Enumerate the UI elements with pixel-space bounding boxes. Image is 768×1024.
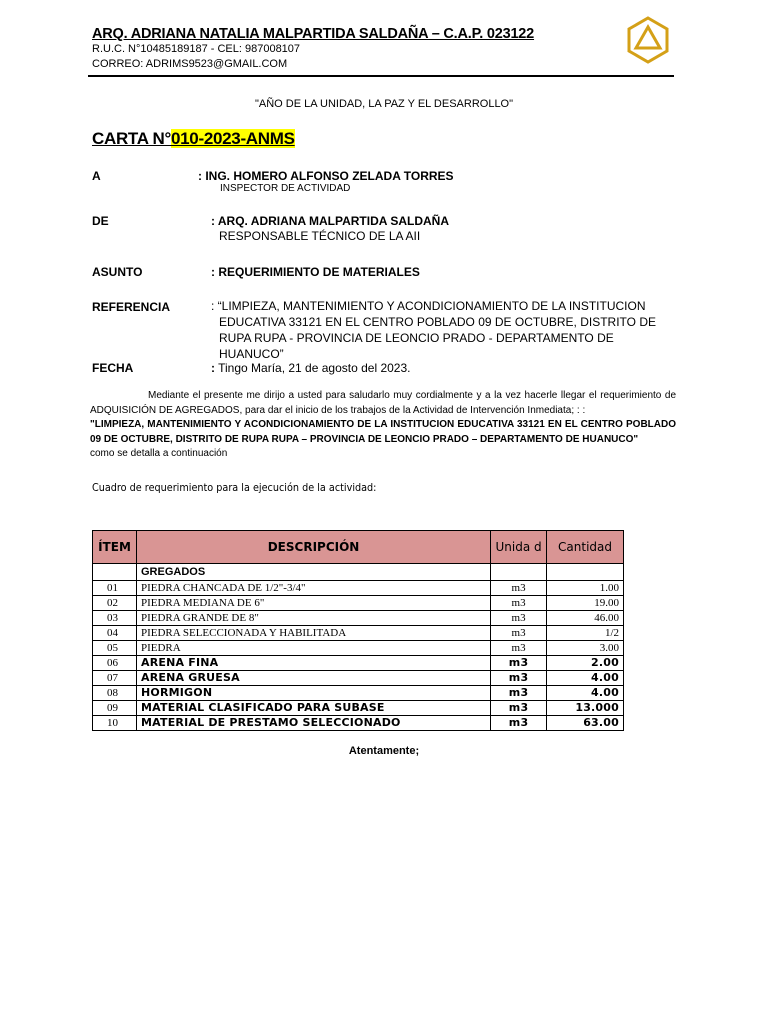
table-row bbox=[93, 701, 624, 716]
col-unit-header: Unida d bbox=[491, 531, 547, 564]
reference-label: REFERENCIA bbox=[92, 300, 171, 314]
item-cell: 04 bbox=[93, 626, 137, 641]
group-item-cell bbox=[93, 564, 137, 581]
quantity-cell: 19.00 bbox=[547, 596, 624, 611]
triangle-in-hexagon-logo bbox=[626, 16, 670, 64]
item-cell: 09 bbox=[93, 701, 137, 716]
requirements-table bbox=[92, 530, 624, 731]
col-quantity-header: Cantidad bbox=[547, 531, 624, 564]
letter-title bbox=[92, 129, 295, 149]
unit-cell: m3 bbox=[491, 641, 547, 656]
body-paragraph-bold: "LIMPIEZA, MANTENIMIENTO Y ACONDICIONAMIENTO DE LA INSTITUCION EDUCATIVA 33121 EN EL CENTRO POBLADO 09 DE OCTUBRE, DISTRITO DE RUPA RUPA – PROVINCIA DE LEONCIO PRADO – DEPARTAMENTO DE HUANUCO" bbox=[90, 419, 676, 445]
header-divider bbox=[88, 75, 674, 77]
item-cell: 08 bbox=[93, 686, 137, 701]
table-row bbox=[93, 716, 624, 731]
col-item-header: ÍTEM bbox=[93, 531, 137, 564]
table-caption: Cuadro de requerimiento para la ejecución de la actividad: bbox=[92, 482, 377, 494]
item-cell: 10 bbox=[93, 716, 137, 731]
from-label: DE bbox=[92, 214, 109, 228]
item-cell: 05 bbox=[93, 641, 137, 656]
quantity-cell: 1/2 bbox=[547, 626, 624, 641]
description-cell: PIEDRA SELECCIONADA Y HABILITADA bbox=[136, 626, 490, 641]
date-value bbox=[211, 361, 410, 375]
table-row bbox=[93, 686, 624, 701]
quantity-cell: 4.00 bbox=[547, 686, 624, 701]
from-value: : ARQ. ADRIANA MALPARTIDA SALDAÑA bbox=[211, 214, 449, 228]
unit-cell: m3 bbox=[491, 686, 547, 701]
description-cell: MATERIAL CLASIFICADO PARA SUBASE bbox=[136, 701, 490, 716]
group-unit-cell bbox=[491, 564, 547, 581]
date-label: FECHA bbox=[92, 361, 134, 375]
unit-cell: m3 bbox=[491, 701, 547, 716]
table-row bbox=[93, 596, 624, 611]
reference-line-1: : “LIMPIEZA, MANTENIMIENTO Y ACONDICIONAMIENTO DE LA INSTITUCION bbox=[211, 299, 646, 313]
date-colon: : bbox=[211, 361, 215, 375]
year-motto: "AÑO DE LA UNIDAD, LA PAZ Y EL DESARROLLO" bbox=[254, 98, 514, 110]
unit-cell: m3 bbox=[491, 671, 547, 686]
table-row bbox=[93, 581, 624, 596]
group-label: GREGADOS bbox=[136, 564, 490, 581]
letter-prefix: CARTA N° bbox=[92, 129, 171, 148]
letter-body bbox=[90, 389, 676, 462]
item-cell: 07 bbox=[93, 671, 137, 686]
unit-cell: m3 bbox=[491, 581, 547, 596]
item-cell: 03 bbox=[93, 611, 137, 626]
table-row bbox=[93, 671, 624, 686]
description-cell: PIEDRA MEDIANA DE 6" bbox=[136, 596, 490, 611]
quantity-cell: 46.00 bbox=[547, 611, 624, 626]
unit-cell: m3 bbox=[491, 611, 547, 626]
table-row bbox=[93, 656, 624, 671]
body-paragraph-2: como se detalla a continuación bbox=[90, 448, 228, 459]
body-paragraph-1: Mediante el presente me dirijo a usted para saludarlo muy cordialmente y a la vez hacerle llegar el requerimiento de ADQUISICIÓN DE AGREGADOS, para dar el inicio de los trabajos de la Actividad de Intervención Inmediata; : : bbox=[90, 390, 676, 416]
letter-number: 010-2023-ANMS bbox=[171, 129, 295, 148]
group-quantity-cell bbox=[547, 564, 624, 581]
table-header-row bbox=[93, 531, 624, 564]
ruc-line: R.U.C. N°10485189187 - CEL: 987008107 bbox=[92, 43, 301, 55]
description-cell: PIEDRA CHANCADA DE 1/2"-3/4" bbox=[136, 581, 490, 596]
quantity-cell: 4.00 bbox=[547, 671, 624, 686]
unit-cell: m3 bbox=[491, 596, 547, 611]
table-row bbox=[93, 626, 624, 641]
from-role: RESPONSABLE TÉCNICO DE LA AII bbox=[219, 229, 421, 243]
quantity-cell: 2.00 bbox=[547, 656, 624, 671]
to-value: : ING. HOMERO ALFONSO ZELADA TORRES bbox=[198, 169, 454, 183]
description-cell: HORMIGON bbox=[136, 686, 490, 701]
table-row bbox=[93, 611, 624, 626]
to-role: INSPECTOR DE ACTIVIDAD bbox=[220, 183, 351, 194]
description-cell: MATERIAL DE PRESTAMO SELECCIONADO bbox=[136, 716, 490, 731]
reference-line-2: EDUCATIVA 33121 EN EL CENTRO POBLADO 09 DE OCTUBRE, DISTRITO DE bbox=[219, 315, 657, 329]
closing: Atentamente; bbox=[348, 745, 420, 757]
item-cell: 06 bbox=[93, 656, 137, 671]
quantity-cell: 13.000 bbox=[547, 701, 624, 716]
item-cell: 02 bbox=[93, 596, 137, 611]
description-cell: PIEDRA GRANDE DE 8" bbox=[136, 611, 490, 626]
item-cell: 01 bbox=[93, 581, 137, 596]
unit-cell: m3 bbox=[491, 716, 547, 731]
email-line: CORREO: ADRIMS9523@GMAIL.COM bbox=[92, 58, 288, 70]
unit-cell: m3 bbox=[491, 626, 547, 641]
table-group-row bbox=[93, 564, 624, 581]
subject-value: : REQUERIMIENTO DE MATERIALES bbox=[211, 265, 420, 279]
author-name-heading: ARQ. ADRIANA NATALIA MALPARTIDA SALDAÑA – C.A.P. 023122 bbox=[92, 26, 535, 42]
description-cell: ARENA FINA bbox=[136, 656, 490, 671]
subject-label: ASUNTO bbox=[92, 265, 143, 279]
col-description-header: DESCRIPCIÓN bbox=[136, 531, 490, 564]
reference-value bbox=[211, 298, 681, 362]
to-label: A bbox=[92, 169, 101, 183]
description-cell: PIEDRA bbox=[136, 641, 490, 656]
quantity-cell: 63.00 bbox=[547, 716, 624, 731]
reference-line-3: RUPA RUPA - PROVINCIA DE LEONCIO PRADO - DEPARTAMENTO DE HUANUCO” bbox=[219, 331, 614, 361]
description-cell: ARENA GRUESA bbox=[136, 671, 490, 686]
table-row bbox=[93, 641, 624, 656]
date-text: Tingo María, 21 de agosto del 2023. bbox=[215, 361, 411, 375]
quantity-cell: 1.00 bbox=[547, 581, 624, 596]
unit-cell: m3 bbox=[491, 656, 547, 671]
quantity-cell: 3.00 bbox=[547, 641, 624, 656]
